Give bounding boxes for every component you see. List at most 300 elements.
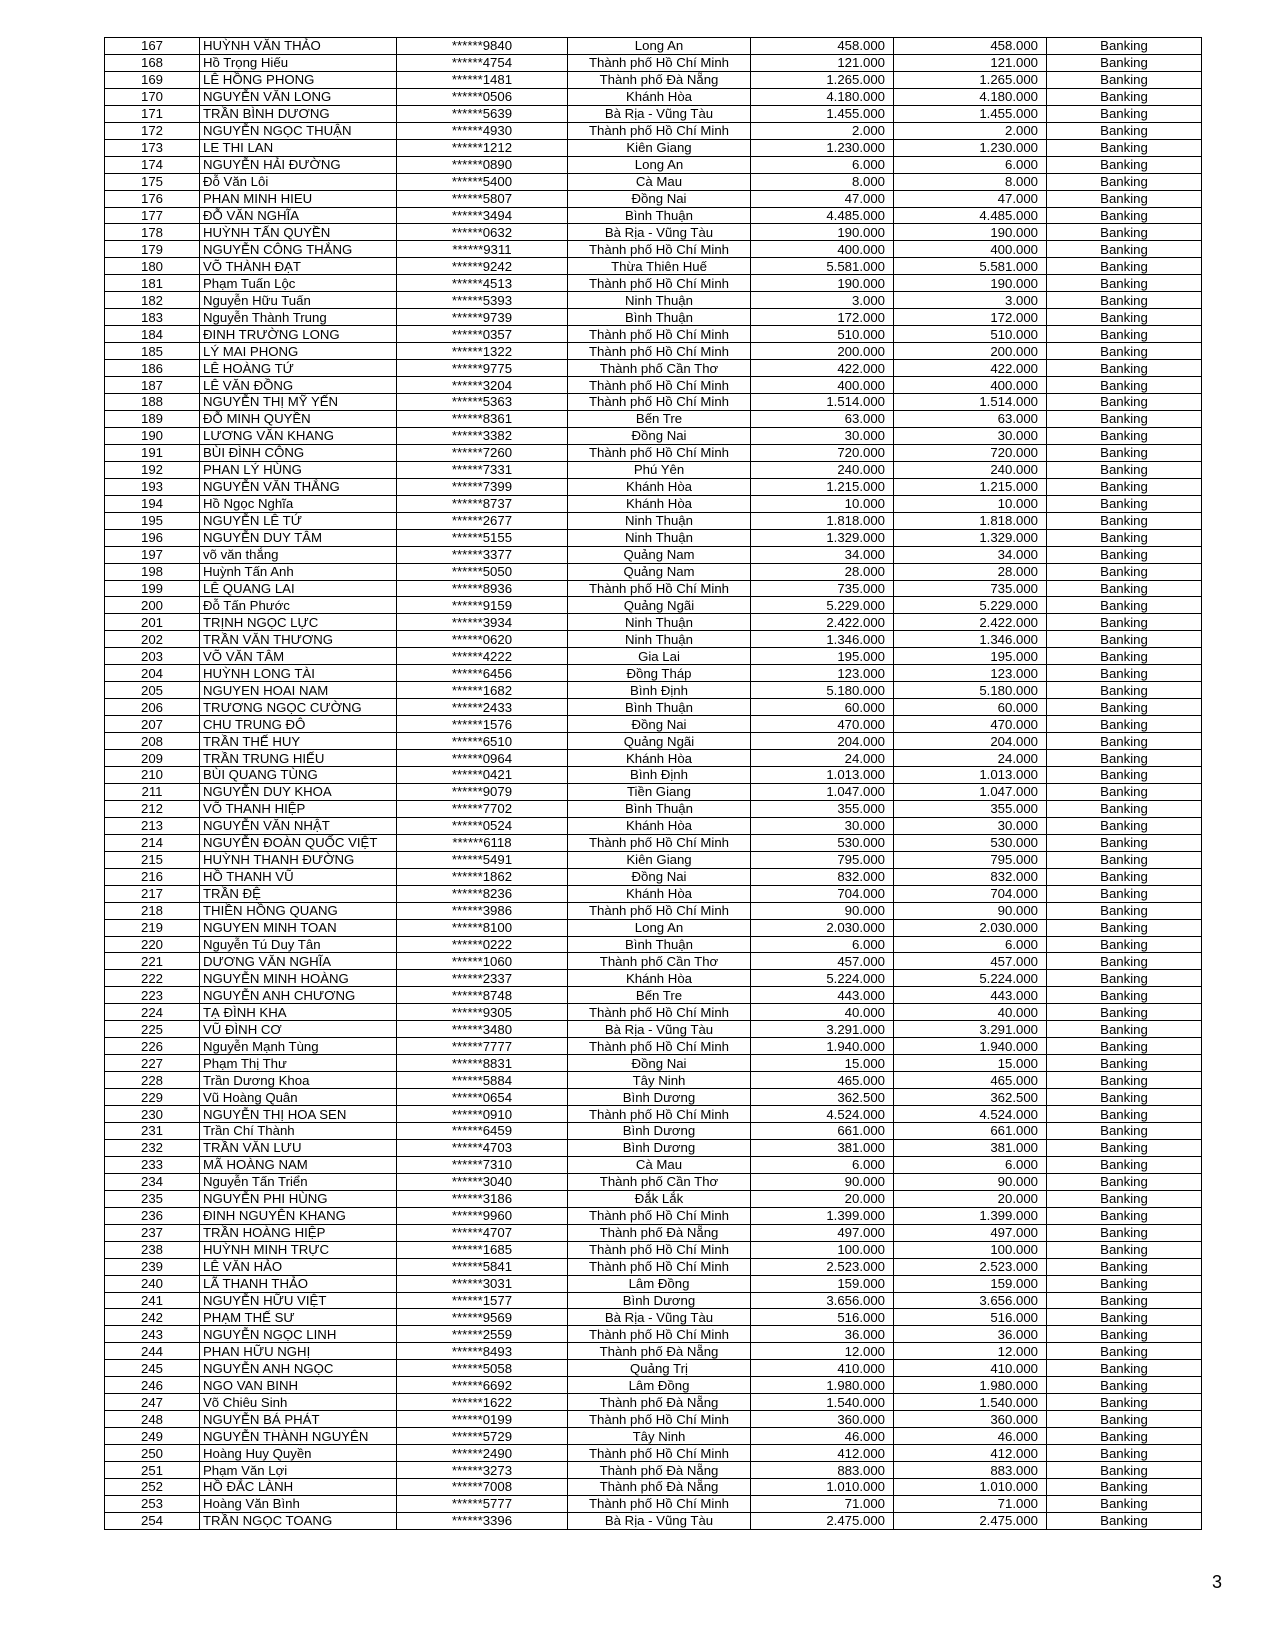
cell-account: ******9739 (397, 309, 568, 326)
cell-channel: Banking (1047, 326, 1202, 343)
cell-amount-total: 1.215.000 (894, 478, 1047, 495)
cell-amount-total: 71.000 (894, 1495, 1047, 1512)
cell-province: Đồng Nai (568, 427, 751, 444)
cell-index: 204 (105, 665, 200, 682)
cell-name: VÕ THÀNH ĐẠT (200, 258, 397, 275)
cell-channel: Banking (1047, 699, 1202, 716)
cell-amount: 190.000 (751, 275, 894, 292)
table-row (105, 360, 1202, 377)
cell-index: 210 (105, 766, 200, 783)
cell-amount-total: 5.180.000 (894, 682, 1047, 699)
cell-amount: 47.000 (751, 190, 894, 207)
cell-amount: 30.000 (751, 427, 894, 444)
cell-province: Thành phố Hồ Chí Minh (568, 1495, 751, 1512)
cell-index: 174 (105, 156, 200, 173)
cell-name: VÕ THANH HIỆP (200, 800, 397, 817)
cell-account: ******7777 (397, 1038, 568, 1055)
cell-name: NGUYỄN THỊ MỸ YẾN (200, 394, 397, 411)
cell-index: 201 (105, 614, 200, 631)
cell-province: Thành phố Đà Nẵng (568, 71, 751, 88)
cell-index: 216 (105, 868, 200, 885)
cell-channel: Banking (1047, 156, 1202, 173)
cell-index: 202 (105, 631, 200, 648)
cell-amount-total: 47.000 (894, 190, 1047, 207)
cell-index: 209 (105, 750, 200, 767)
cell-amount-total: 46.000 (894, 1428, 1047, 1445)
cell-index: 196 (105, 529, 200, 546)
cell-province: Bình Thuận (568, 699, 751, 716)
cell-name: Huỳnh Tấn Anh (200, 563, 397, 580)
cell-amount: 172.000 (751, 309, 894, 326)
cell-account: ******0620 (397, 631, 568, 648)
cell-index: 179 (105, 241, 200, 258)
table-row (105, 1411, 1202, 1428)
cell-name: NGUYỄN ANH CHƯƠNG (200, 987, 397, 1004)
table-row (105, 1123, 1202, 1140)
table-row (105, 105, 1202, 122)
cell-channel: Banking (1047, 512, 1202, 529)
cell-index: 203 (105, 648, 200, 665)
table-row (105, 614, 1202, 631)
cell-name: NGUYỄN CÔNG THẮNG (200, 241, 397, 258)
cell-amount: 6.000 (751, 156, 894, 173)
cell-index: 238 (105, 1241, 200, 1258)
cell-province: Thành phố Hồ Chí Minh (568, 1326, 751, 1343)
cell-index: 219 (105, 919, 200, 936)
cell-account: ******9960 (397, 1207, 568, 1224)
cell-amount-total: 2.523.000 (894, 1258, 1047, 1275)
cell-province: Khánh Hòa (568, 478, 751, 495)
cell-amount: 121.000 (751, 54, 894, 71)
cell-name: LÊ HOÀNG TỨ (200, 360, 397, 377)
cell-province: Quảng Trị (568, 1360, 751, 1377)
cell-amount-total: 28.000 (894, 563, 1047, 580)
cell-amount: 832.000 (751, 868, 894, 885)
cell-account: ******2677 (397, 512, 568, 529)
cell-name: NGUYỄN DUY KHOA (200, 783, 397, 800)
table-row (105, 970, 1202, 987)
cell-index: 197 (105, 546, 200, 563)
cell-name: NGUYỄN LÊ TỨ (200, 512, 397, 529)
table-row (105, 580, 1202, 597)
cell-channel: Banking (1047, 936, 1202, 953)
table-row (105, 716, 1202, 733)
cell-account: ******5639 (397, 105, 568, 122)
cell-account: ******8493 (397, 1343, 568, 1360)
cell-index: 172 (105, 122, 200, 139)
cell-index: 250 (105, 1445, 200, 1462)
cell-amount: 795.000 (751, 851, 894, 868)
cell-amount: 1.329.000 (751, 529, 894, 546)
cell-channel: Banking (1047, 716, 1202, 733)
cell-account: ******5884 (397, 1072, 568, 1089)
cell-name: LÃ THANH THẢO (200, 1275, 397, 1292)
cell-name: BÙI QUANG TÙNG (200, 766, 397, 783)
cell-account: ******3494 (397, 207, 568, 224)
cell-amount: 90.000 (751, 902, 894, 919)
cell-province: Thành phố Đà Nẵng (568, 1479, 751, 1496)
cell-amount: 90.000 (751, 1173, 894, 1190)
table-row (105, 54, 1202, 71)
cell-index: 225 (105, 1021, 200, 1038)
cell-province: Bình Dương (568, 1292, 751, 1309)
cell-account: ******8236 (397, 885, 568, 902)
cell-province: Ninh Thuận (568, 529, 751, 546)
table-row (105, 1258, 1202, 1275)
cell-name: PHAN MINH HIEU (200, 190, 397, 207)
cell-amount-total: 1.980.000 (894, 1377, 1047, 1394)
cell-channel: Banking (1047, 885, 1202, 902)
cell-amount-total: 832.000 (894, 868, 1047, 885)
table-row (105, 1479, 1202, 1496)
table-row (105, 1021, 1202, 1038)
cell-channel: Banking (1047, 410, 1202, 427)
cell-index: 253 (105, 1495, 200, 1512)
table-row (105, 1495, 1202, 1512)
cell-amount-total: 3.000 (894, 292, 1047, 309)
cell-amount: 422.000 (751, 360, 894, 377)
cell-account: ******5058 (397, 1360, 568, 1377)
cell-province: Thành phố Hồ Chí Minh (568, 1038, 751, 1055)
cell-amount: 12.000 (751, 1343, 894, 1360)
cell-index: 222 (105, 970, 200, 987)
cell-channel: Banking (1047, 444, 1202, 461)
cell-amount-total: 2.422.000 (894, 614, 1047, 631)
cell-province: Bình Dương (568, 1139, 751, 1156)
cell-index: 167 (105, 38, 200, 55)
cell-name: TRỊNH NGỌC LỰC (200, 614, 397, 631)
cell-amount-total: 1.265.000 (894, 71, 1047, 88)
cell-channel: Banking (1047, 495, 1202, 512)
table-row (105, 156, 1202, 173)
cell-index: 194 (105, 495, 200, 512)
cell-index: 248 (105, 1411, 200, 1428)
cell-index: 190 (105, 427, 200, 444)
cell-name: Trần Dương Khoa (200, 1072, 397, 1089)
cell-account: ******2490 (397, 1445, 568, 1462)
cell-name: Hồ Ngọc Nghĩa (200, 495, 397, 512)
cell-name: LƯƠNG VĂN KHANG (200, 427, 397, 444)
cell-account: ******4222 (397, 648, 568, 665)
cell-amount: 1.399.000 (751, 1207, 894, 1224)
cell-province: Ninh Thuận (568, 631, 751, 648)
cell-province: Tây Ninh (568, 1072, 751, 1089)
cell-index: 247 (105, 1394, 200, 1411)
cell-name: PHAN HỮU NGHỊ (200, 1343, 397, 1360)
table-row (105, 38, 1202, 55)
cell-name: CHU TRUNG ĐÔ (200, 716, 397, 733)
cell-amount: 46.000 (751, 1428, 894, 1445)
cell-account: ******3186 (397, 1190, 568, 1207)
table-row (105, 377, 1202, 394)
cell-name: PHAN LÝ HÙNG (200, 461, 397, 478)
cell-channel: Banking (1047, 478, 1202, 495)
cell-index: 226 (105, 1038, 200, 1055)
table-row (105, 1428, 1202, 1445)
table-row (105, 512, 1202, 529)
cell-index: 189 (105, 410, 200, 427)
cell-channel: Banking (1047, 1123, 1202, 1140)
cell-channel: Banking (1047, 224, 1202, 241)
table-row (105, 88, 1202, 105)
cell-amount-total: 497.000 (894, 1224, 1047, 1241)
cell-province: Đồng Tháp (568, 665, 751, 682)
cell-amount: 497.000 (751, 1224, 894, 1241)
cell-account: ******0910 (397, 1106, 568, 1123)
cell-index: 171 (105, 105, 200, 122)
cell-channel: Banking (1047, 953, 1202, 970)
cell-index: 206 (105, 699, 200, 716)
cell-channel: Banking (1047, 71, 1202, 88)
cell-amount: 458.000 (751, 38, 894, 55)
cell-channel: Banking (1047, 427, 1202, 444)
cell-channel: Banking (1047, 597, 1202, 614)
cell-account: ******9159 (397, 597, 568, 614)
cell-index: 251 (105, 1462, 200, 1479)
cell-channel: Banking (1047, 834, 1202, 851)
cell-amount: 5.581.000 (751, 258, 894, 275)
cell-index: 205 (105, 682, 200, 699)
cell-amount: 704.000 (751, 885, 894, 902)
cell-name: NGUYỄN DUY TÂM (200, 529, 397, 546)
cell-channel: Banking (1047, 868, 1202, 885)
cell-channel: Banking (1047, 1258, 1202, 1275)
table-row (105, 1275, 1202, 1292)
table-row (105, 750, 1202, 767)
cell-amount-total: 1.010.000 (894, 1479, 1047, 1496)
cell-province: Kiên Giang (568, 851, 751, 868)
table-row (105, 546, 1202, 563)
cell-index: 252 (105, 1479, 200, 1496)
cell-name: HUỲNH TẤN QUYỀN (200, 224, 397, 241)
cell-amount-total: 735.000 (894, 580, 1047, 597)
cell-amount-total: 34.000 (894, 546, 1047, 563)
cell-account: ******0964 (397, 750, 568, 767)
cell-account: ******4703 (397, 1139, 568, 1156)
cell-province: Thành phố Cần Thơ (568, 953, 751, 970)
cell-province: Thành phố Hồ Chí Minh (568, 54, 751, 71)
cell-name: BÙI ĐÌNH CÔNG (200, 444, 397, 461)
cell-amount: 63.000 (751, 410, 894, 427)
cell-name: THIỀN HỒNG QUANG (200, 902, 397, 919)
table-row (105, 1292, 1202, 1309)
cell-index: 175 (105, 173, 200, 190)
cell-amount-total: 704.000 (894, 885, 1047, 902)
cell-amount: 355.000 (751, 800, 894, 817)
cell-name: Trần Chí Thành (200, 1123, 397, 1140)
cell-name: TRẦN NGỌC TOANG (200, 1512, 397, 1529)
cell-amount: 1.514.000 (751, 394, 894, 411)
cell-amount: 36.000 (751, 1326, 894, 1343)
cell-province: Bình Dương (568, 1123, 751, 1140)
cell-name: Đỗ Tấn Phước (200, 597, 397, 614)
cell-province: Quảng Ngãi (568, 733, 751, 750)
cell-account: ******1682 (397, 682, 568, 699)
cell-channel: Banking (1047, 1377, 1202, 1394)
cell-province: Long An (568, 156, 751, 173)
cell-amount: 1.940.000 (751, 1038, 894, 1055)
cell-name: NGUYỄN BÁ PHÁT (200, 1411, 397, 1428)
cell-index: 221 (105, 953, 200, 970)
cell-amount: 5.180.000 (751, 682, 894, 699)
table-row (105, 851, 1202, 868)
cell-amount: 24.000 (751, 750, 894, 767)
cell-amount-total: 4.524.000 (894, 1106, 1047, 1123)
cell-index: 228 (105, 1072, 200, 1089)
cell-amount-total: 661.000 (894, 1123, 1047, 1140)
cell-province: Đồng Nai (568, 716, 751, 733)
cell-account: ******5155 (397, 529, 568, 546)
cell-amount-total: 5.581.000 (894, 258, 1047, 275)
cell-name: NGUYỄN VĂN LONG (200, 88, 397, 105)
cell-amount-total: 20.000 (894, 1190, 1047, 1207)
cell-amount-total: 6.000 (894, 156, 1047, 173)
cell-account: ******9311 (397, 241, 568, 258)
cell-amount-total: 458.000 (894, 38, 1047, 55)
table-row (105, 1139, 1202, 1156)
table-row (105, 1360, 1202, 1377)
cell-amount-total: 121.000 (894, 54, 1047, 71)
cell-province: Bình Thuận (568, 309, 751, 326)
cell-province: Thành phố Hồ Chí Minh (568, 394, 751, 411)
cell-amount: 40.000 (751, 1004, 894, 1021)
cell-channel: Banking (1047, 580, 1202, 597)
cell-amount-total: 240.000 (894, 461, 1047, 478)
cell-province: Bến Tre (568, 410, 751, 427)
cell-amount: 530.000 (751, 834, 894, 851)
cell-name: NGUYỄN HỮU VIỆT (200, 1292, 397, 1309)
cell-province: Thành phố Hồ Chí Minh (568, 834, 751, 851)
cell-amount: 6.000 (751, 936, 894, 953)
cell-index: 186 (105, 360, 200, 377)
cell-channel: Banking (1047, 682, 1202, 699)
cell-name: HUỲNH MINH TRỰC (200, 1241, 397, 1258)
cell-index: 198 (105, 563, 200, 580)
cell-amount-total: 1.514.000 (894, 394, 1047, 411)
table-row (105, 309, 1202, 326)
cell-amount: 362.500 (751, 1089, 894, 1106)
cell-account: ******6456 (397, 665, 568, 682)
cell-channel: Banking (1047, 529, 1202, 546)
cell-amount: 516.000 (751, 1309, 894, 1326)
cell-name: LÊ HỒNG PHONG (200, 71, 397, 88)
table-row (105, 1224, 1202, 1241)
table-row (105, 919, 1202, 936)
cell-province: Bến Tre (568, 987, 751, 1004)
cell-name: NGO VAN BINH (200, 1377, 397, 1394)
cell-name: TRẦN VĂN LƯU (200, 1139, 397, 1156)
cell-amount-total: 883.000 (894, 1462, 1047, 1479)
cell-amount-total: 3.656.000 (894, 1292, 1047, 1309)
cell-province: Thành phố Hồ Chí Minh (568, 275, 751, 292)
cell-amount-total: 1.346.000 (894, 631, 1047, 648)
cell-province: Thành phố Đà Nẵng (568, 1343, 751, 1360)
cell-index: 213 (105, 817, 200, 834)
cell-name: HỒ THANH VŨ (200, 868, 397, 885)
cell-name: Nguyễn Tấn Triển (200, 1173, 397, 1190)
cell-amount: 20.000 (751, 1190, 894, 1207)
cell-amount-total: 400.000 (894, 241, 1047, 258)
cell-index: 215 (105, 851, 200, 868)
cell-province: Thành phố Đà Nẵng (568, 1394, 751, 1411)
cell-channel: Banking (1047, 970, 1202, 987)
cell-province: Kiên Giang (568, 139, 751, 156)
cell-name: NGUYỄN THÀNH NGUYÊN (200, 1428, 397, 1445)
cell-name: Hoàng Văn Bình (200, 1495, 397, 1512)
cell-channel: Banking (1047, 122, 1202, 139)
table-row (105, 122, 1202, 139)
cell-account: ******3396 (397, 1512, 568, 1529)
cell-province: Thành phố Cần Thơ (568, 1173, 751, 1190)
cell-province: Khánh Hòa (568, 750, 751, 767)
cell-channel: Banking (1047, 614, 1202, 631)
cell-amount: 360.000 (751, 1411, 894, 1428)
cell-index: 199 (105, 580, 200, 597)
cell-name: Nguyễn Tú Duy Tân (200, 936, 397, 953)
cell-account: ******8748 (397, 987, 568, 1004)
table-row (105, 563, 1202, 580)
cell-amount-total: 360.000 (894, 1411, 1047, 1428)
cell-name: ĐINH NGUYÊN KHANG (200, 1207, 397, 1224)
cell-province: Bà Rịa - Vũng Tàu (568, 1512, 751, 1529)
cell-province: Thành phố Hồ Chí Minh (568, 1258, 751, 1275)
cell-channel: Banking (1047, 1139, 1202, 1156)
cell-channel: Banking (1047, 1360, 1202, 1377)
cell-account: ******1577 (397, 1292, 568, 1309)
cell-channel: Banking (1047, 377, 1202, 394)
cell-amount-total: 1.047.000 (894, 783, 1047, 800)
cell-amount-total: 465.000 (894, 1072, 1047, 1089)
cell-province: Khánh Hòa (568, 970, 751, 987)
cell-amount-total: 1.455.000 (894, 105, 1047, 122)
cell-index: 236 (105, 1207, 200, 1224)
table-row (105, 224, 1202, 241)
cell-account: ******5729 (397, 1428, 568, 1445)
cell-account: ******2433 (397, 699, 568, 716)
cell-province: Gia Lai (568, 648, 751, 665)
cell-index: 178 (105, 224, 200, 241)
cell-name: Nguyễn Hữu Tuấn (200, 292, 397, 309)
cell-account: ******4513 (397, 275, 568, 292)
cell-name: Hồ Trọng Hiếu (200, 54, 397, 71)
cell-amount-total: 1.818.000 (894, 512, 1047, 529)
cell-account: ******0222 (397, 936, 568, 953)
cell-channel: Banking (1047, 919, 1202, 936)
cell-channel: Banking (1047, 54, 1202, 71)
cell-channel: Banking (1047, 665, 1202, 682)
cell-amount: 1.818.000 (751, 512, 894, 529)
cell-amount: 2.030.000 (751, 919, 894, 936)
cell-amount-total: 6.000 (894, 1156, 1047, 1173)
cell-name: HUỲNH LONG TÀI (200, 665, 397, 682)
cell-index: 246 (105, 1377, 200, 1394)
cell-account: ******0357 (397, 326, 568, 343)
cell-account: ******3204 (397, 377, 568, 394)
cell-index: 188 (105, 394, 200, 411)
cell-amount: 412.000 (751, 1445, 894, 1462)
cell-account: ******9569 (397, 1309, 568, 1326)
cell-amount-total: 60.000 (894, 699, 1047, 716)
cell-account: ******5841 (397, 1258, 568, 1275)
cell-account: ******1622 (397, 1394, 568, 1411)
cell-amount-total: 100.000 (894, 1241, 1047, 1258)
cell-amount: 1.540.000 (751, 1394, 894, 1411)
cell-name: NGUYỄN ĐOÀN QUỐC VIỆT (200, 834, 397, 851)
cell-amount-total: 510.000 (894, 326, 1047, 343)
table-row (105, 631, 1202, 648)
cell-account: ******3377 (397, 546, 568, 563)
cell-account: ******8361 (397, 410, 568, 427)
